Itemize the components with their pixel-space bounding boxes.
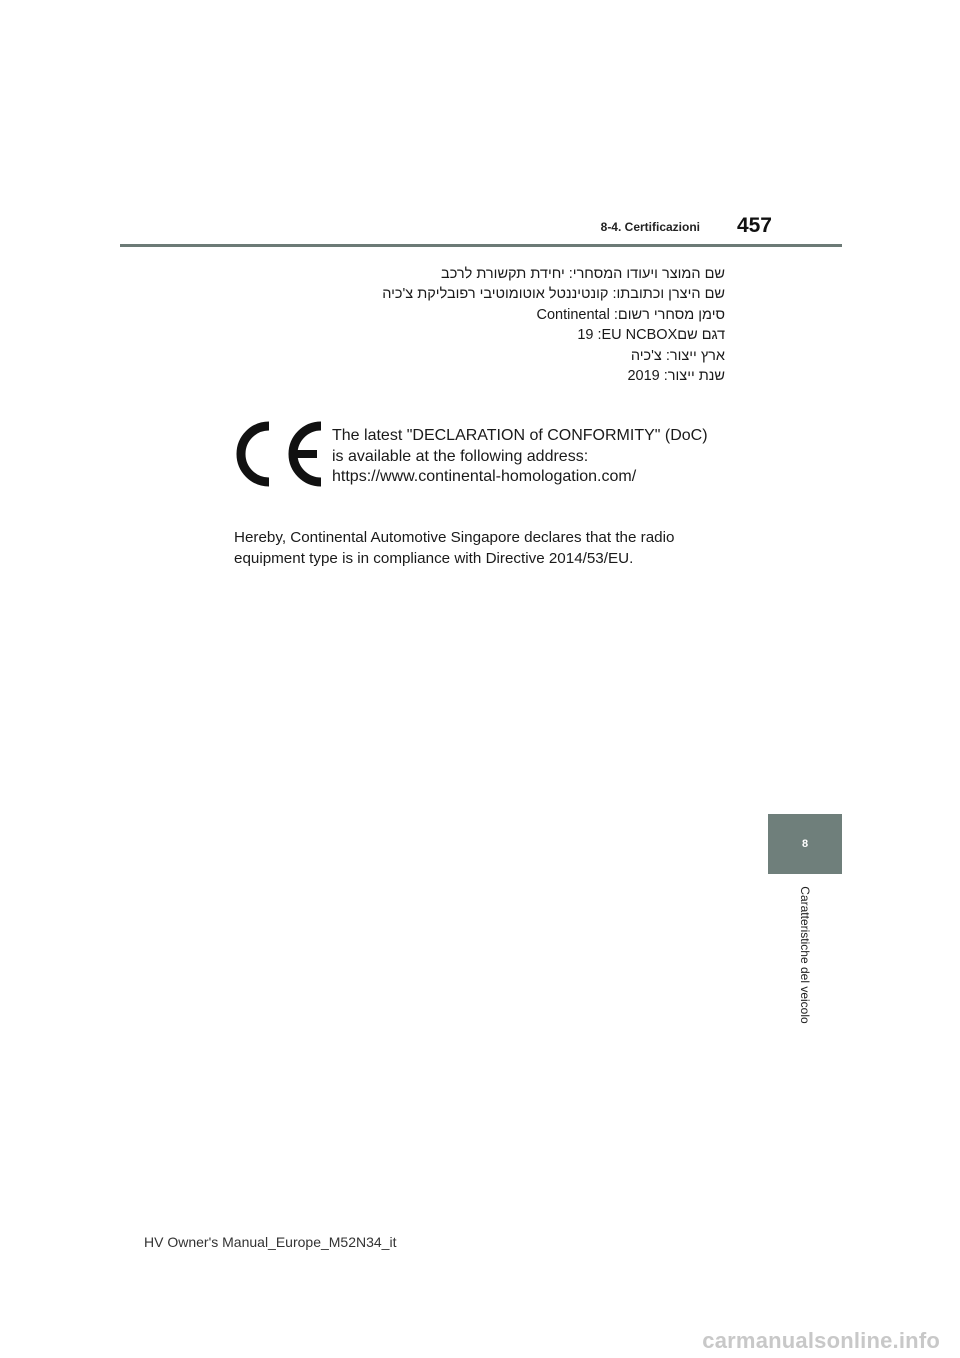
footer-manual-name: HV Owner's Manual_Europe_M52N34_it (144, 1234, 397, 1250)
compliance-line-2: equipment type is in compliance with Directive 2014/53/EU. (234, 549, 634, 567)
ce-mark-icon (233, 420, 323, 488)
declaration-notice (332, 426, 708, 488)
hebrew-line-model: דגם שם‎EU NCBOX‏: 19 (577, 327, 725, 344)
chapter-tab: 8 (768, 814, 842, 874)
hebrew-line-year: שנת ייצור: 2019 (627, 368, 725, 385)
hebrew-line-product: שם המוצר ויעודו המסחרי: יחידת תקשורת לרכב (441, 266, 725, 282)
hebrew-product-info (305, 264, 725, 386)
page-header (120, 210, 842, 246)
section-title: 8-4. Certificazioni (600, 220, 700, 234)
declaration-line-1: The latest "DECLARATION of CONFORMITY" (DoC) (332, 427, 708, 444)
declaration-url: https://www.continental-homologation.com/ (332, 468, 637, 485)
compliance-statement (234, 528, 674, 569)
header-rule (120, 244, 842, 247)
chapter-side-label: Caratteristiche del veicolo (798, 886, 812, 1024)
page-number: 457 (736, 214, 772, 237)
watermark: carmanualsonline.info (702, 1328, 940, 1353)
hebrew-line-manufacturer: שם היצרן וכתובתו: קונטיננטל אוטומוטיבי רפובליקת צ'כיה (382, 286, 725, 303)
hebrew-line-country: ארץ ייצור: צ'כיה (630, 347, 725, 364)
hebrew-line-trademark: סימן מסחרי רשום: Continental (536, 306, 725, 323)
declaration-line-2: is available at the following address: (332, 447, 589, 465)
compliance-line-1: Hereby, Continental Automotive Singapore declares that the radio (234, 529, 675, 546)
